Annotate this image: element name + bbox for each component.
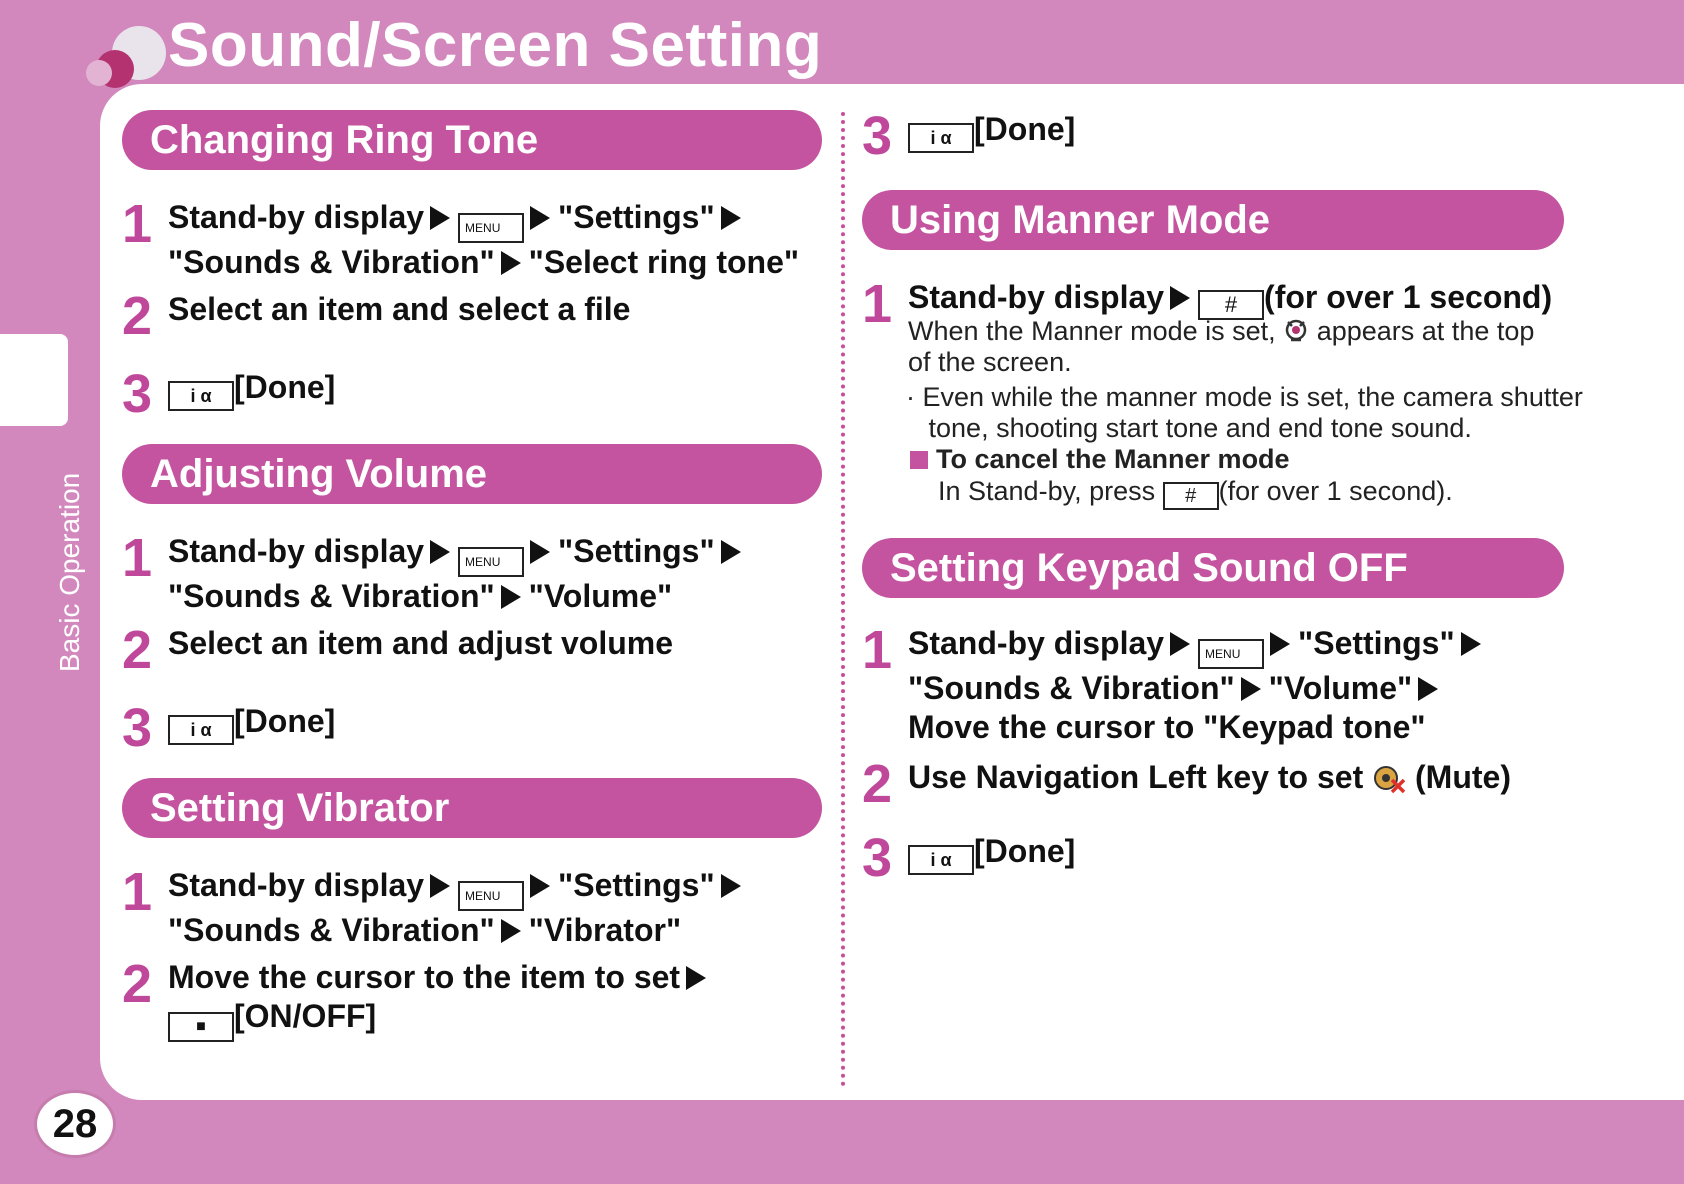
section-title-vibrator: Setting Vibrator	[122, 778, 822, 838]
arrow-icon	[1241, 677, 1261, 701]
menu-key-icon: MENU	[458, 213, 524, 243]
menu-key-icon: MENU	[1198, 639, 1264, 669]
step-text: Use Navigation Left key to set (Mute)	[908, 759, 1511, 795]
cancel-manner-heading: To cancel the Manner mode	[910, 444, 1290, 475]
step-text: i α [Done]	[908, 110, 1075, 153]
arrow-icon	[430, 874, 450, 898]
arrow-icon	[686, 966, 706, 990]
step-number: 1	[122, 862, 153, 922]
step-text: i α [Done]	[168, 368, 335, 411]
arrow-icon	[721, 540, 741, 564]
step-text: Stand-by display MENU "Settings" "Sounds & Vibration" "Volume"	[168, 532, 749, 616]
hash-key-icon: #	[1163, 482, 1219, 510]
arrow-icon	[1270, 632, 1290, 656]
step-number: 1	[862, 620, 893, 680]
step-number: 1	[122, 194, 153, 254]
arrow-icon	[1170, 632, 1190, 656]
step-number: 2	[862, 754, 893, 814]
arrow-icon	[501, 919, 521, 943]
i-alpha-key-icon: i α	[908, 845, 974, 875]
manner-bullet: · Even while the manner mode is set, the camera shutter tone, shooting start tone and end tone sound.	[906, 382, 1583, 443]
menu-key-icon: MENU	[458, 547, 524, 577]
arrow-icon	[430, 540, 450, 564]
column-divider	[841, 112, 845, 1087]
arrow-icon	[501, 251, 521, 275]
i-alpha-key-icon: i α	[168, 381, 234, 411]
section-title-keypad: Setting Keypad Sound OFF	[862, 538, 1564, 598]
bullet-dot: ·	[906, 382, 915, 412]
square-key-icon: ■	[168, 1012, 234, 1042]
section-title-volume: Adjusting Volume	[122, 444, 822, 504]
step-number: 3	[862, 828, 893, 888]
arrow-icon	[430, 206, 450, 230]
step-text: i α [Done]	[168, 702, 335, 745]
step-text: Select an item and select a file	[168, 291, 631, 327]
page-number: 28	[34, 1090, 116, 1158]
step-text: Select an item and adjust volume	[168, 625, 674, 661]
arrow-icon	[1461, 632, 1481, 656]
decor-circle-small	[86, 60, 112, 86]
arrow-icon	[721, 206, 741, 230]
square-bullet-icon	[910, 451, 928, 469]
menu-key-icon: MENU	[458, 881, 524, 911]
section-title-ring-tone: Changing Ring Tone	[122, 110, 822, 170]
step-number: 3	[122, 364, 153, 424]
arrow-icon	[1418, 677, 1438, 701]
arrow-icon	[530, 206, 550, 230]
step-text: Stand-by display # (for over 1 second)	[908, 278, 1552, 320]
step-text: Stand-by display MENU "Settings" "Sounds & Vibration" "Volume" Move the cursor to "Keypad tone"	[908, 624, 1489, 747]
step-text: Move the cursor to the item to set ■ [ON/OFF]	[168, 958, 714, 1042]
side-tab	[0, 334, 68, 426]
step-number: 1	[122, 528, 153, 588]
arrow-icon	[1170, 286, 1190, 310]
cancel-manner-text: In Stand-by, press # (for over 1 second).	[938, 476, 1453, 510]
step-number: 1	[862, 274, 893, 334]
arrow-icon	[721, 874, 741, 898]
hash-key-icon: #	[1198, 290, 1264, 320]
arrow-icon	[530, 874, 550, 898]
manner-mode-icon	[1283, 318, 1309, 344]
step-number: 3	[122, 698, 153, 758]
step-number: 2	[122, 286, 153, 346]
arrow-icon	[501, 585, 521, 609]
manner-note: When the Manner mode is set, appears at the top of the screen.	[908, 316, 1535, 377]
mute-icon	[1372, 762, 1406, 794]
step-text: Stand-by display MENU "Settings" "Sounds & Vibration" "Select ring tone"	[168, 199, 800, 280]
step-text: Stand-by display MENU "Settings" "Sounds & Vibration" "Vibrator"	[168, 866, 749, 950]
arrow-icon	[530, 540, 550, 564]
section-title-manner: Using Manner Mode	[862, 190, 1564, 250]
step-number: 2	[122, 954, 153, 1014]
step-text: i α [Done]	[908, 832, 1075, 875]
side-section-label: Basic Operation	[54, 472, 85, 672]
page-title: Sound/Screen Setting	[168, 11, 823, 80]
step-number: 3	[862, 106, 893, 166]
i-alpha-key-icon: i α	[168, 715, 234, 745]
step-number: 2	[122, 620, 153, 680]
i-alpha-key-icon: i α	[908, 123, 974, 153]
